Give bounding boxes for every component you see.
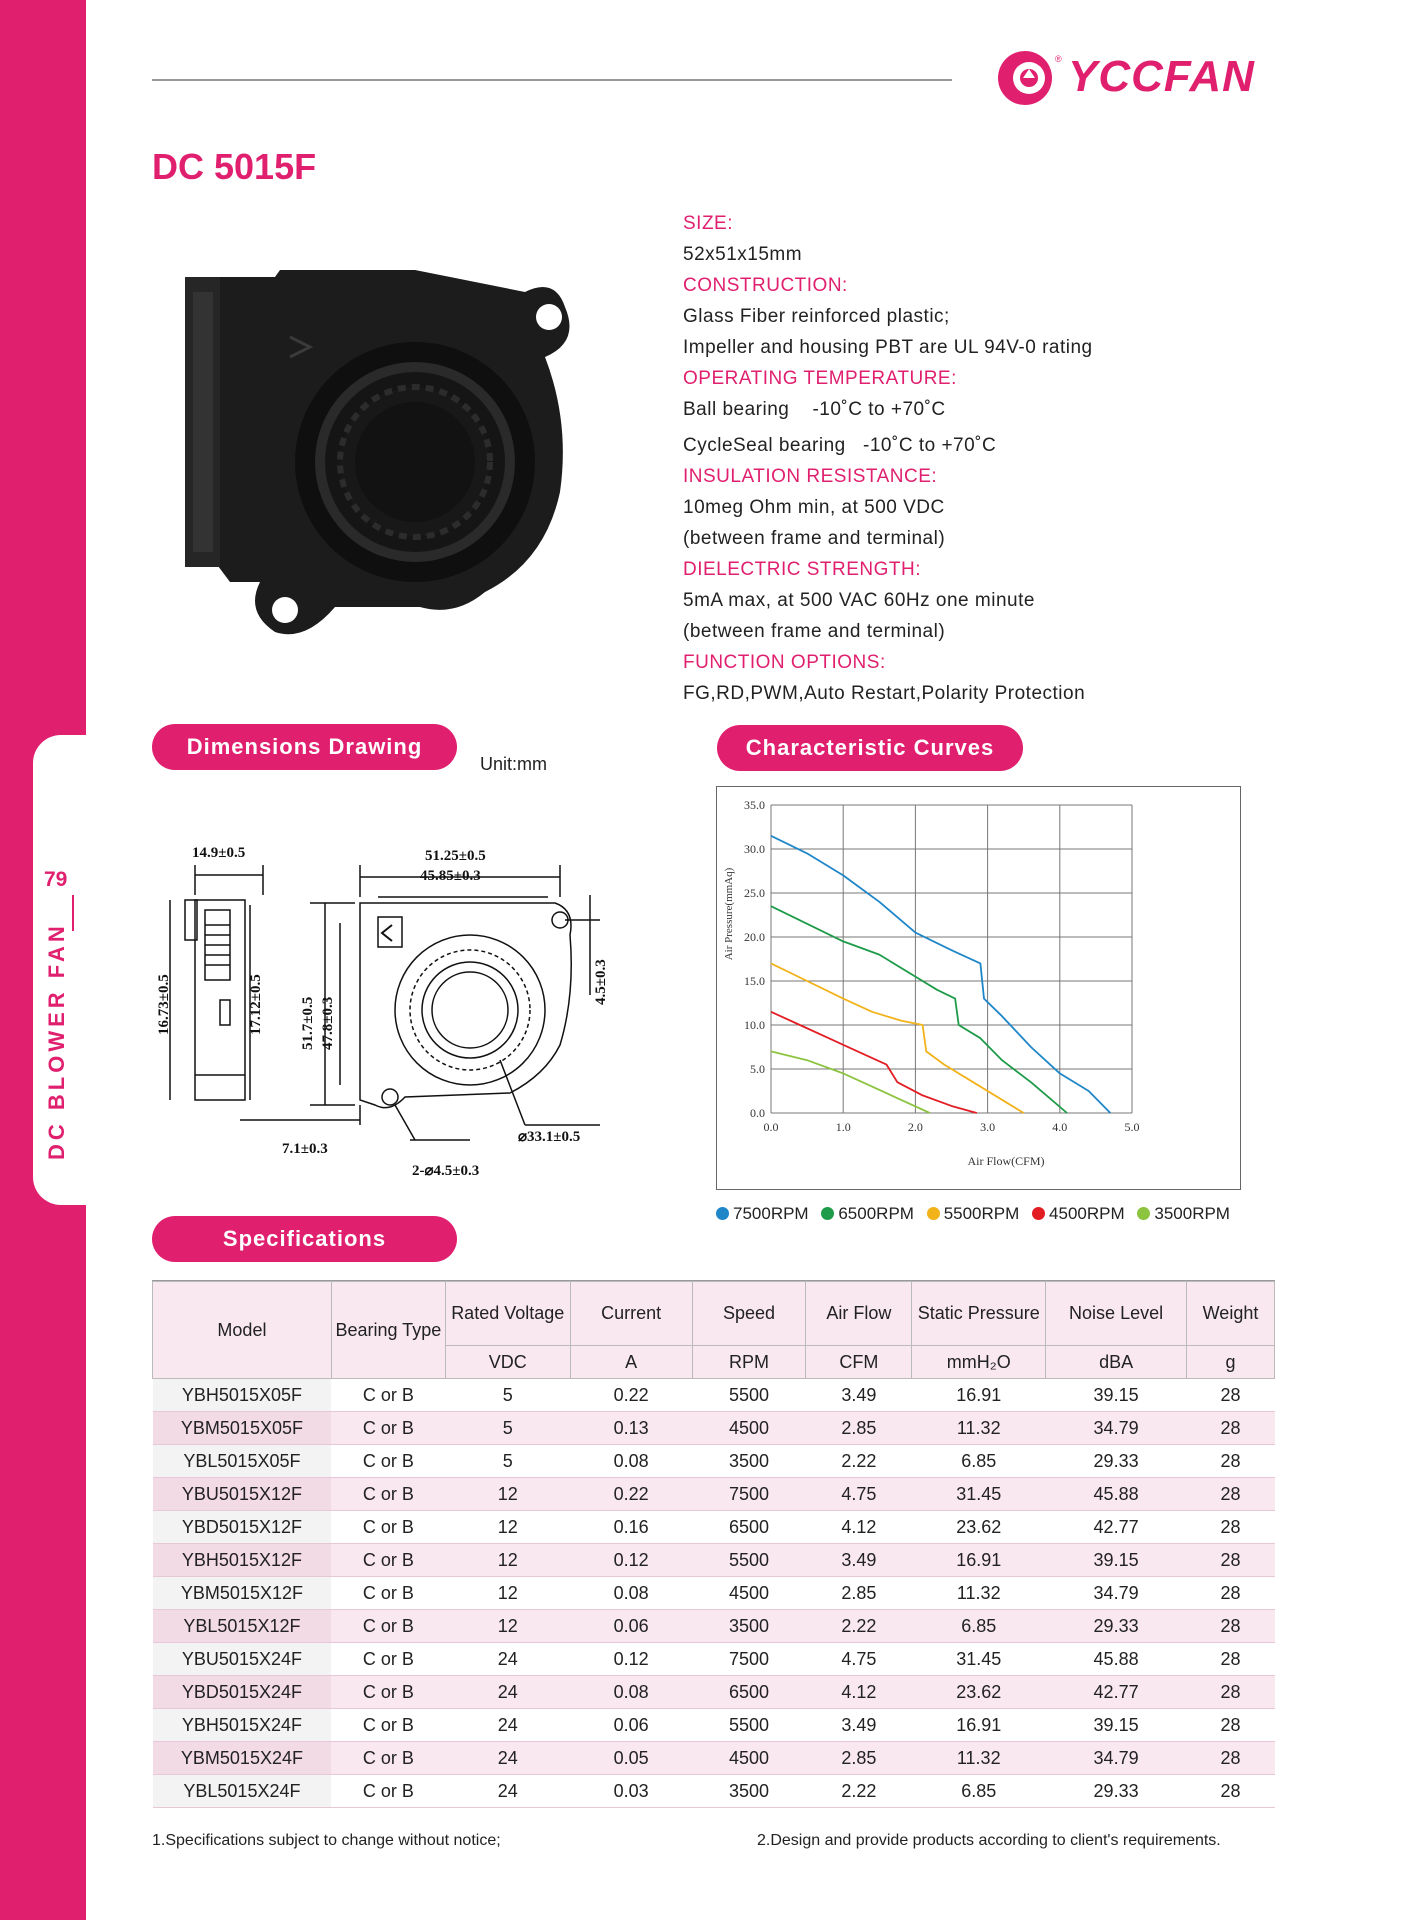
unit-label: Unit:mm xyxy=(480,754,547,774)
table-cell: 28 xyxy=(1186,1676,1274,1709)
table-cell: C or B xyxy=(331,1610,445,1643)
table-row xyxy=(153,1577,1275,1610)
table-cell: 29.33 xyxy=(1046,1445,1187,1478)
table-cell: C or B xyxy=(331,1445,445,1478)
table-cell: 2.85 xyxy=(806,1412,912,1445)
table-cell: C or B xyxy=(331,1775,445,1808)
table-cell: C or B xyxy=(331,1709,445,1742)
table-cell: C or B xyxy=(331,1379,445,1412)
spec-value: (between frame and terminal) xyxy=(683,621,946,642)
table-row xyxy=(153,1610,1275,1643)
header-noise: Noise Level xyxy=(1046,1282,1187,1346)
dim-side-height-outer: 16.73±0.5 xyxy=(156,974,172,1035)
table-cell: 28 xyxy=(1186,1709,1274,1742)
spec-heading-function: FUNCTION OPTIONS: xyxy=(683,652,886,673)
chart-xtick-label: 0.0 xyxy=(763,1120,779,1134)
table-cell: 45.88 xyxy=(1046,1643,1187,1676)
fan-photo xyxy=(185,262,585,662)
chart-ytick-label: 30.0 xyxy=(744,842,765,856)
dim-overall-width: 51.25±0.5 xyxy=(425,848,486,864)
table-row xyxy=(153,1379,1275,1412)
dim-impeller-dia: ⌀33.1±0.5 xyxy=(518,1129,581,1145)
spec-heading-temperature: OPERATING TEMPERATURE: xyxy=(683,368,957,389)
table-cell: 24 xyxy=(445,1643,570,1676)
table-cell: 45.88 xyxy=(1046,1478,1187,1511)
table-cell: 3500 xyxy=(692,1445,806,1478)
dim-inner-width: 45.85±0.3 xyxy=(420,868,481,884)
spec-table xyxy=(152,1281,1275,1808)
table-cell: 12 xyxy=(445,1577,570,1610)
unit-voltage: VDC xyxy=(445,1346,570,1379)
table-cell: 0.12 xyxy=(570,1643,692,1676)
table-cell: 42.77 xyxy=(1046,1676,1187,1709)
spec-heading-construction: CONSTRUCTION: xyxy=(683,275,848,296)
table-cell: 39.15 xyxy=(1046,1544,1187,1577)
unit-weight: g xyxy=(1186,1346,1274,1379)
chart-xtick-label: 2.0 xyxy=(907,1120,923,1134)
table-cell: 16.91 xyxy=(912,1709,1046,1742)
legend-dot xyxy=(1032,1207,1045,1220)
table-cell: 6500 xyxy=(692,1676,806,1709)
registered-mark: ® xyxy=(1055,54,1062,64)
chart-xtick-label: 4.0 xyxy=(1052,1120,1068,1134)
table-cell: 5500 xyxy=(692,1709,806,1742)
table-cell: YBM5015X05F xyxy=(153,1412,332,1445)
legend-item-5500: 5500RPM xyxy=(927,1204,1020,1224)
dim-inner-height: 47.8±0.3 xyxy=(320,996,336,1050)
table-cell: 0.06 xyxy=(570,1709,692,1742)
chart-xlabel: Air Flow(CFM) xyxy=(967,1154,1045,1168)
table-cell: 34.79 xyxy=(1046,1742,1187,1775)
table-cell: C or B xyxy=(331,1511,445,1544)
footnote-left: 1.Specifications subject to change without notice; xyxy=(152,1832,501,1849)
table-cell: 11.32 xyxy=(912,1577,1046,1610)
spec-value: (between frame and terminal) xyxy=(683,528,946,549)
table-cell: YBU5015X12F xyxy=(153,1478,332,1511)
unit-airflow: CFM xyxy=(806,1346,912,1379)
table-cell: 0.08 xyxy=(570,1445,692,1478)
table-cell: C or B xyxy=(331,1643,445,1676)
chart-series-line-4 xyxy=(771,1051,930,1113)
table-cell: C or B xyxy=(331,1742,445,1775)
chart-ytick-label: 25.0 xyxy=(744,886,765,900)
table-cell: 4.12 xyxy=(806,1511,912,1544)
spec-value: 5mA max, at 500 VAC 60Hz one minute xyxy=(683,590,1035,611)
table-cell: 11.32 xyxy=(912,1742,1046,1775)
table-cell: 24 xyxy=(445,1775,570,1808)
chart-series-line-3 xyxy=(771,1012,977,1113)
table-cell: 39.15 xyxy=(1046,1379,1187,1412)
table-cell: 12 xyxy=(445,1544,570,1577)
table-cell: 0.08 xyxy=(570,1577,692,1610)
table-cell: 5500 xyxy=(692,1544,806,1577)
table-cell: 2.22 xyxy=(806,1445,912,1478)
table-row xyxy=(153,1775,1275,1808)
chart-xtick-label: 3.0 xyxy=(980,1120,996,1134)
chart-xtick-label: 1.0 xyxy=(835,1120,851,1134)
table-cell: 2.22 xyxy=(806,1775,912,1808)
header-pressure: Static Pressure xyxy=(912,1282,1046,1346)
spec-value: 10meg Ohm min, at 500 VDC xyxy=(683,497,945,518)
table-cell: 0.06 xyxy=(570,1610,692,1643)
table-cell: YBU5015X24F xyxy=(153,1643,332,1676)
table-cell: 5500 xyxy=(692,1379,806,1412)
table-cell: 23.62 xyxy=(912,1511,1046,1544)
table-cell: C or B xyxy=(331,1577,445,1610)
table-cell: 28 xyxy=(1186,1775,1274,1808)
table-cell: 4.12 xyxy=(806,1676,912,1709)
table-cell: 34.79 xyxy=(1046,1577,1187,1610)
table-cell: 24 xyxy=(445,1709,570,1742)
spec-heading-insulation: INSULATION RESISTANCE: xyxy=(683,466,938,487)
table-cell: 3500 xyxy=(692,1775,806,1808)
table-cell: 5 xyxy=(445,1445,570,1478)
dim-side-height-inner: 17.12±0.5 xyxy=(248,974,264,1035)
table-cell: 0.12 xyxy=(570,1544,692,1577)
table-cell: 0.16 xyxy=(570,1511,692,1544)
table-cell: 28 xyxy=(1186,1610,1274,1643)
table-cell: 0.03 xyxy=(570,1775,692,1808)
table-row xyxy=(153,1478,1275,1511)
spec-list xyxy=(683,208,1243,709)
table-cell: 7500 xyxy=(692,1478,806,1511)
spec-value: FG,RD,PWM,Auto Restart,Polarity Protection xyxy=(683,683,1086,704)
page-divider xyxy=(72,895,74,931)
dimensions-heading: Dimensions Drawing xyxy=(152,724,457,770)
legend-dot xyxy=(1137,1207,1150,1220)
unit-pressure: mmH₂O xyxy=(912,1346,1046,1379)
dim-overall-height: 51.7±0.5 xyxy=(300,996,316,1050)
table-cell: 24 xyxy=(445,1742,570,1775)
table-cell: 6.85 xyxy=(912,1610,1046,1643)
table-cell: 0.22 xyxy=(570,1478,692,1511)
table-cell: 0.08 xyxy=(570,1676,692,1709)
table-cell: YBH5015X24F xyxy=(153,1709,332,1742)
legend-dot xyxy=(821,1207,834,1220)
table-cell: 6.85 xyxy=(912,1445,1046,1478)
table-cell: 2.85 xyxy=(806,1577,912,1610)
table-row xyxy=(153,1643,1275,1676)
table-cell: YBH5015X05F xyxy=(153,1379,332,1412)
table-cell: YBL5015X12F xyxy=(153,1610,332,1643)
table-row xyxy=(153,1742,1275,1775)
table-cell: 11.32 xyxy=(912,1412,1046,1445)
table-cell: 28 xyxy=(1186,1544,1274,1577)
table-cell: 2.22 xyxy=(806,1610,912,1643)
table-cell: 34.79 xyxy=(1046,1412,1187,1445)
spec-value: Impeller and housing PBT are UL 94V-0 rating xyxy=(683,337,1093,358)
table-cell: C or B xyxy=(331,1412,445,1445)
chart-ytick-label: 20.0 xyxy=(744,930,765,944)
chart-ytick-label: 15.0 xyxy=(744,974,765,988)
dimension-drawing xyxy=(150,835,620,1195)
table-cell: 6500 xyxy=(692,1511,806,1544)
legend-item-6500: 6500RPM xyxy=(821,1204,914,1224)
dim-hole-offset: 4.5±0.3 xyxy=(593,959,609,1005)
legend-item-4500: 4500RPM xyxy=(1032,1204,1125,1224)
footnote-right: 2.Design and provide products according to client's requirements. xyxy=(757,1832,1221,1849)
table-cell: 28 xyxy=(1186,1445,1274,1478)
table-cell: 3.49 xyxy=(806,1709,912,1742)
legend-dot xyxy=(716,1207,729,1220)
table-cell: 28 xyxy=(1186,1577,1274,1610)
table-row xyxy=(153,1445,1275,1478)
table-row xyxy=(153,1412,1275,1445)
table-cell: 4500 xyxy=(692,1412,806,1445)
unit-speed: RPM xyxy=(692,1346,806,1379)
table-cell: 0.22 xyxy=(570,1379,692,1412)
dim-bottom-offset: 7.1±0.3 xyxy=(282,1141,328,1157)
table-cell: 5 xyxy=(445,1379,570,1412)
table-cell: 28 xyxy=(1186,1511,1274,1544)
table-cell: 4500 xyxy=(692,1742,806,1775)
table-cell: 31.45 xyxy=(912,1643,1046,1676)
table-cell: 7500 xyxy=(692,1643,806,1676)
table-cell: 28 xyxy=(1186,1379,1274,1412)
table-cell: 24 xyxy=(445,1676,570,1709)
table-cell: 28 xyxy=(1186,1412,1274,1445)
table-cell: YBD5015X12F xyxy=(153,1511,332,1544)
unit-current: A xyxy=(570,1346,692,1379)
chart-ytick-label: 35.0 xyxy=(744,798,765,812)
chart-series-line-2 xyxy=(771,963,1024,1113)
chart-xtick-label: 5.0 xyxy=(1124,1120,1140,1134)
table-cell: 28 xyxy=(1186,1478,1274,1511)
table-cell: 42.77 xyxy=(1046,1511,1187,1544)
table-cell: C or B xyxy=(331,1544,445,1577)
table-cell: 23.62 xyxy=(912,1676,1046,1709)
table-cell: YBH5015X12F xyxy=(153,1544,332,1577)
table-cell: 6.85 xyxy=(912,1775,1046,1808)
chart-ytick-label: 10.0 xyxy=(744,1018,765,1032)
table-row xyxy=(153,1511,1275,1544)
table-cell: YBL5015X24F xyxy=(153,1775,332,1808)
specifications-heading: Specifications xyxy=(152,1216,457,1262)
table-cell: 12 xyxy=(445,1511,570,1544)
chart-ytick-label: 0.0 xyxy=(750,1106,765,1120)
table-cell: YBD5015X24F xyxy=(153,1676,332,1709)
page-title: DC 5015F xyxy=(152,146,317,187)
curves-heading: Characteristic Curves xyxy=(717,725,1023,771)
table-cell: 4.75 xyxy=(806,1643,912,1676)
header-weight: Weight xyxy=(1186,1282,1274,1346)
table-cell: 4.75 xyxy=(806,1478,912,1511)
table-cell: 29.33 xyxy=(1046,1775,1187,1808)
header-model: Model xyxy=(153,1282,332,1379)
table-cell: 0.05 xyxy=(570,1742,692,1775)
table-cell: 3.49 xyxy=(806,1544,912,1577)
characteristic-curve-chart xyxy=(716,786,1241,1190)
table-cell: C or B xyxy=(331,1676,445,1709)
table-cell: 39.15 xyxy=(1046,1709,1187,1742)
legend-dot xyxy=(927,1207,940,1220)
chart-ylabel: Air Pressure(mmAq) xyxy=(723,867,735,961)
table-cell: 29.33 xyxy=(1046,1610,1187,1643)
table-cell: C or B xyxy=(331,1478,445,1511)
header-rule xyxy=(152,79,952,81)
spec-value: Ball bearing -10˚C to +70˚C xyxy=(683,399,946,420)
table-cell: 5 xyxy=(445,1412,570,1445)
spec-heading-size: SIZE: xyxy=(683,213,734,234)
table-cell: 31.45 xyxy=(912,1478,1046,1511)
spec-value: 52x51x15mm xyxy=(683,244,803,265)
table-cell: 12 xyxy=(445,1478,570,1511)
table-cell: 4500 xyxy=(692,1577,806,1610)
chart-legend xyxy=(716,1204,1276,1224)
dim-side-width: 14.9±0.5 xyxy=(192,845,246,861)
table-cell: 2.85 xyxy=(806,1742,912,1775)
legend-item-7500: 7500RPM xyxy=(716,1204,809,1224)
header-voltage: Rated Voltage xyxy=(445,1282,570,1346)
table-cell: YBL5015X05F xyxy=(153,1445,332,1478)
brand-name: YCCFAN xyxy=(1068,52,1255,101)
section-label: DC BLOWER FAN xyxy=(44,922,69,1160)
table-cell: 12 xyxy=(445,1610,570,1643)
table-cell: 28 xyxy=(1186,1643,1274,1676)
table-row xyxy=(153,1709,1275,1742)
table-cell: 16.91 xyxy=(912,1379,1046,1412)
table-cell: 3.49 xyxy=(806,1379,912,1412)
legend-item-3500: 3500RPM xyxy=(1137,1204,1230,1224)
header-speed: Speed xyxy=(692,1282,806,1346)
spec-value: CycleSeal bearing -10˚C to +70˚C xyxy=(683,435,997,456)
dim-mount-holes: 2-⌀4.5±0.3 xyxy=(412,1163,480,1179)
unit-noise: dBA xyxy=(1046,1346,1187,1379)
table-cell: YBM5015X12F xyxy=(153,1577,332,1610)
spec-heading-dielectric: DIELECTRIC STRENGTH: xyxy=(683,559,922,580)
table-cell: 0.13 xyxy=(570,1412,692,1445)
chart-ytick-label: 5.0 xyxy=(750,1062,765,1076)
table-row xyxy=(153,1544,1275,1577)
table-cell: YBM5015X24F xyxy=(153,1742,332,1775)
spec-value: Glass Fiber reinforced plastic; xyxy=(683,306,950,327)
header-airflow: Air Flow xyxy=(806,1282,912,1346)
header-current: Current xyxy=(570,1282,692,1346)
table-row xyxy=(153,1676,1275,1709)
page-number: 79 xyxy=(44,868,68,891)
table-cell: 28 xyxy=(1186,1742,1274,1775)
header-bearing: Bearing Type xyxy=(331,1282,445,1379)
table-cell: 16.91 xyxy=(912,1544,1046,1577)
table-cell: 3500 xyxy=(692,1610,806,1643)
